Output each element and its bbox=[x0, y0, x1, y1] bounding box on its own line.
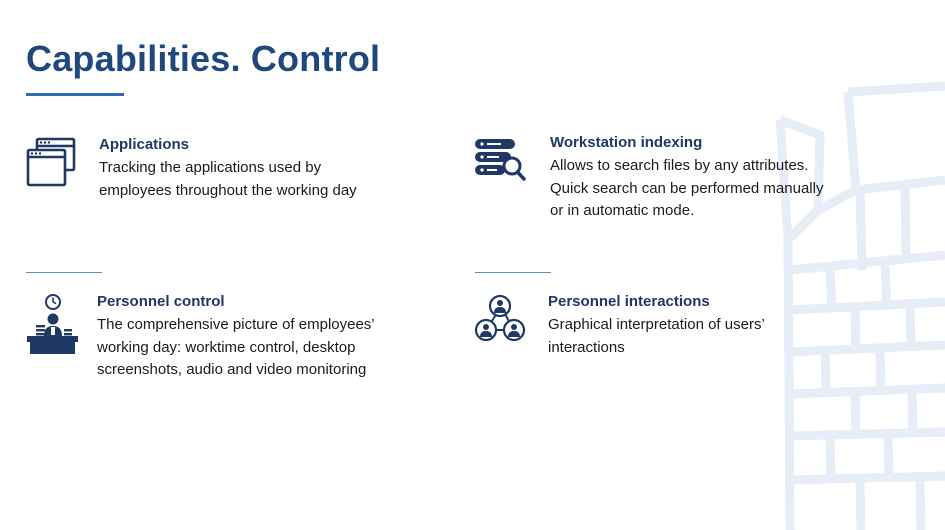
title-underline bbox=[26, 93, 124, 96]
feature-title: Personnel interactions bbox=[548, 293, 710, 310]
section-divider-left bbox=[26, 272, 102, 273]
feature-title: Applications bbox=[99, 136, 190, 153]
feature-description: Graphical interpretation of users’ interactions bbox=[548, 316, 765, 356]
app-windows-icon bbox=[26, 137, 78, 189]
feature-description: The comprehensive picture of employees’ working day: worktime control, desktop screenshots, audio and video monitoring bbox=[97, 316, 375, 378]
feature-title: Workstation indexing bbox=[550, 134, 703, 151]
user-network-icon bbox=[474, 294, 528, 344]
feature-description: Allows to search files by any attributes. Quick search can be performed manually or in automatic mode. bbox=[550, 157, 824, 219]
server-search-icon bbox=[474, 137, 526, 183]
slide-title: Capabilities. Control bbox=[26, 38, 381, 79]
feature-description: Tracking the applications used by employees throughout the working day bbox=[99, 159, 357, 199]
feature-title: Personnel control bbox=[97, 293, 225, 310]
section-divider-right bbox=[475, 272, 551, 273]
employee-desk-clock-icon bbox=[26, 292, 80, 358]
